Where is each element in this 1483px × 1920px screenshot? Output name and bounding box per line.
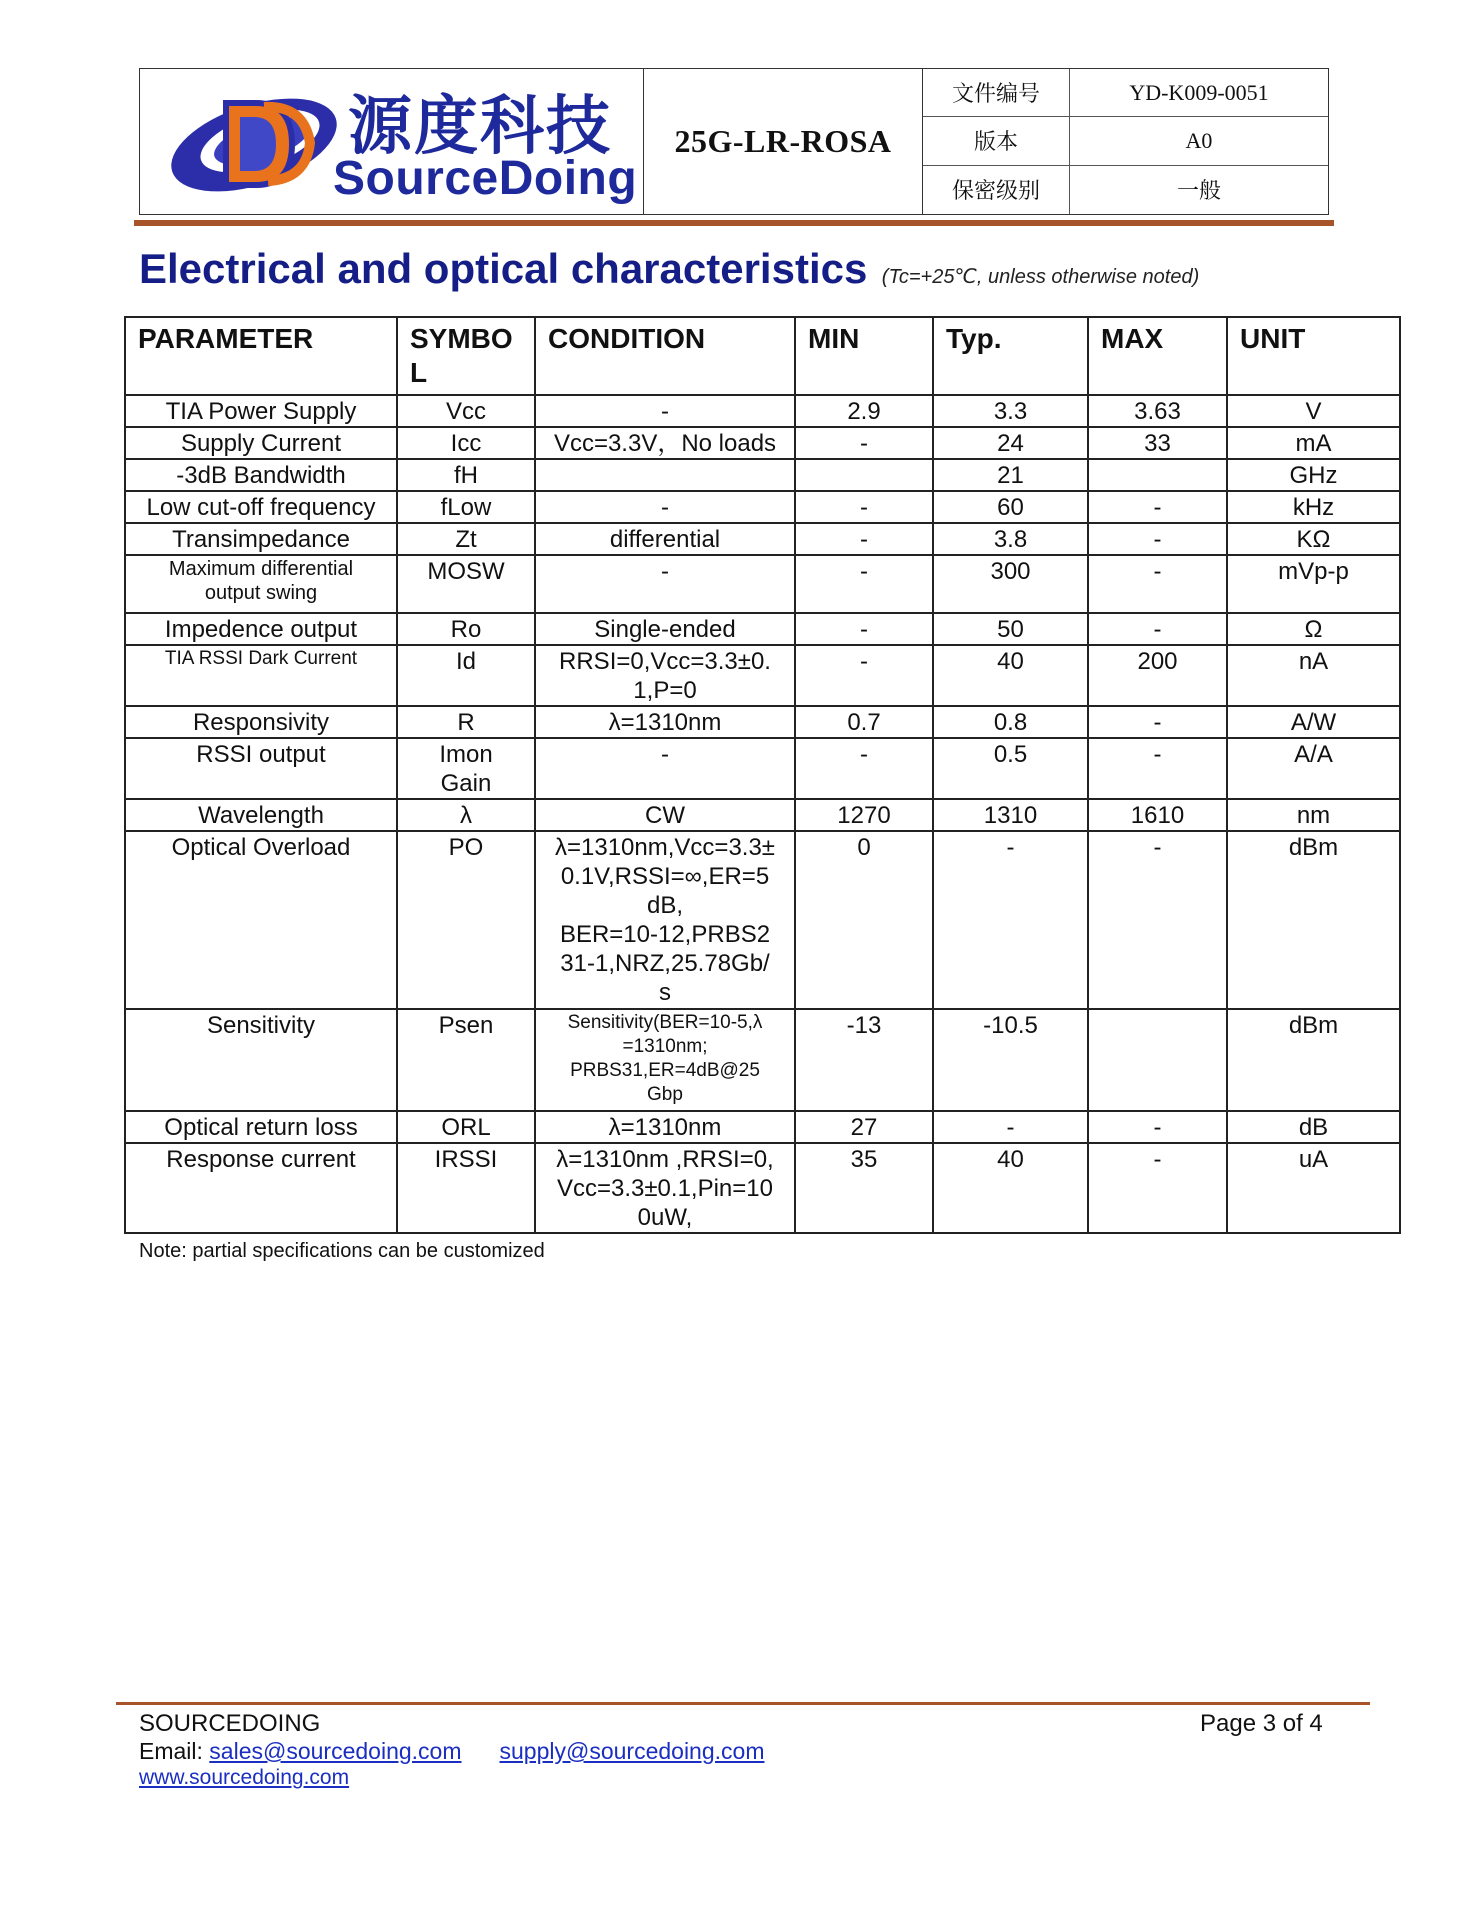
cell-unit: dBm	[1227, 831, 1400, 1009]
cell-max: 3.63	[1088, 395, 1227, 427]
table-row	[125, 1143, 1400, 1233]
email-label: Email:	[139, 1738, 203, 1764]
cell-symbol: Imon Gain	[397, 738, 535, 799]
col-header-parameter: PARAMETER	[125, 317, 397, 395]
document-header	[139, 68, 1329, 215]
col-header-min: MIN	[795, 317, 933, 395]
cell-max: -	[1088, 738, 1227, 799]
footer-email	[139, 1738, 764, 1765]
table-row	[125, 555, 1400, 613]
cell-typ: 40	[933, 1143, 1088, 1233]
cell-symbol: ORL	[397, 1111, 535, 1143]
cell-symbol: Ro	[397, 613, 535, 645]
cell-symbol: λ	[397, 799, 535, 831]
document-meta	[923, 69, 1328, 214]
cell-parameter: Response current	[125, 1143, 397, 1233]
cell-min: 0	[795, 831, 933, 1009]
cell-parameter: -3dB Bandwidth	[125, 459, 397, 491]
cell-unit: kHz	[1227, 491, 1400, 523]
logo-english-name: SourceDoing	[333, 152, 638, 205]
cell-max: -	[1088, 1143, 1227, 1233]
cell-symbol: Psen	[397, 1009, 535, 1111]
cell-unit: uA	[1227, 1143, 1400, 1233]
table-header-row	[125, 317, 1400, 395]
cell-condition: CW	[535, 799, 795, 831]
cell-typ: 21	[933, 459, 1088, 491]
cell-typ: 0.5	[933, 738, 1088, 799]
cell-typ: 50	[933, 613, 1088, 645]
footer-divider	[116, 1702, 1370, 1705]
cell-unit: V	[1227, 395, 1400, 427]
cell-symbol: fH	[397, 459, 535, 491]
table-body	[125, 395, 1400, 1233]
cell-min: 2.9	[795, 395, 933, 427]
cell-typ: -10.5	[933, 1009, 1088, 1111]
cell-condition: RRSI=0,Vcc=3.3±0. 1,P=0	[535, 645, 795, 706]
cell-unit: mVp-p	[1227, 555, 1400, 613]
cell-typ: 0.8	[933, 706, 1088, 738]
cell-min: -	[795, 523, 933, 555]
cell-parameter: TIA Power Supply	[125, 395, 397, 427]
table-row	[125, 645, 1400, 706]
cell-condition: differential	[535, 523, 795, 555]
product-name: 25G-LR-ROSA	[644, 69, 923, 214]
table-row	[125, 613, 1400, 645]
cell-min: -	[795, 613, 933, 645]
table-row	[125, 831, 1400, 1009]
footer-website	[139, 1766, 349, 1790]
page-number: Page 3 of 4	[1200, 1710, 1323, 1737]
cell-min: -	[795, 555, 933, 613]
section-title	[139, 245, 1199, 293]
company-logo	[140, 69, 644, 214]
table-row	[125, 738, 1400, 799]
cell-typ: 300	[933, 555, 1088, 613]
section-title-conditions: (Tc=+25℃, unless otherwise noted)	[881, 266, 1200, 288]
cell-unit: KΩ	[1227, 523, 1400, 555]
cell-typ: 3.3	[933, 395, 1088, 427]
cell-typ: 60	[933, 491, 1088, 523]
sourcedoing-logo-icon	[164, 83, 354, 203]
section-title-main: Electrical and optical characteristics	[139, 245, 868, 292]
cell-parameter: Maximum differential output swing	[125, 555, 397, 613]
cell-min: -	[795, 738, 933, 799]
col-header-typ: Typ.	[933, 317, 1088, 395]
cell-symbol: Id	[397, 645, 535, 706]
logo-chinese-name: 源度科技	[348, 90, 612, 164]
header-divider	[134, 220, 1334, 226]
cell-parameter: RSSI output	[125, 738, 397, 799]
cell-symbol: MOSW	[397, 555, 535, 613]
table-row	[125, 427, 1400, 459]
cell-condition: λ=1310nm	[535, 1111, 795, 1143]
cell-typ: 24	[933, 427, 1088, 459]
footer-company: SOURCEDOING	[139, 1710, 321, 1737]
cell-symbol: IRSSI	[397, 1143, 535, 1233]
cell-symbol: Icc	[397, 427, 535, 459]
cell-unit: nA	[1227, 645, 1400, 706]
col-header-condition: CONDITION	[535, 317, 795, 395]
cell-unit: A/W	[1227, 706, 1400, 738]
cell-parameter: TIA RSSI Dark Current	[125, 645, 397, 706]
meta-doc-number-value: YD-K009-0051	[1070, 69, 1328, 117]
cell-max: -	[1088, 706, 1227, 738]
cell-min: -	[795, 427, 933, 459]
cell-typ: 1310	[933, 799, 1088, 831]
cell-parameter: Transimpedance	[125, 523, 397, 555]
website-link[interactable]: www.sourcedoing.com	[139, 1766, 350, 1789]
cell-min: 1270	[795, 799, 933, 831]
cell-min: -	[795, 645, 933, 706]
cell-condition: λ=1310nm	[535, 706, 795, 738]
meta-doc-number-label: 文件编号	[923, 69, 1070, 117]
characteristics-table	[124, 316, 1401, 1234]
table-row	[125, 459, 1400, 491]
cell-unit: dBm	[1227, 1009, 1400, 1111]
cell-condition: Vcc=3.3V，No loads	[535, 427, 795, 459]
cell-symbol: fLow	[397, 491, 535, 523]
sales-email-link[interactable]: sales@sourcedoing.com	[209, 1738, 462, 1764]
cell-condition: λ=1310nm ,RRSI=0, Vcc=3.3±0.1,Pin=10 0uW,	[535, 1143, 795, 1233]
cell-symbol: Vcc	[397, 395, 535, 427]
cell-min: -	[795, 491, 933, 523]
table-row	[125, 395, 1400, 427]
table-row	[125, 1009, 1400, 1111]
meta-version-value: A0	[1070, 117, 1328, 165]
customization-note: Note: partial specifications can be customized	[139, 1240, 545, 1262]
cell-unit: nm	[1227, 799, 1400, 831]
col-header-unit: UNIT	[1227, 317, 1400, 395]
cell-min: 35	[795, 1143, 933, 1233]
cell-typ: 40	[933, 645, 1088, 706]
cell-unit: Ω	[1227, 613, 1400, 645]
cell-max: 1610	[1088, 799, 1227, 831]
cell-condition: λ=1310nm,Vcc=3.3± 0.1V,RSSI=∞,ER=5 dB, BER=10-12,PRBS2 31-1,NRZ,25.78Gb/ s	[535, 831, 795, 1009]
table-row	[125, 491, 1400, 523]
cell-max: -	[1088, 831, 1227, 1009]
table-row	[125, 523, 1400, 555]
cell-parameter: Sensitivity	[125, 1009, 397, 1111]
cell-max: 200	[1088, 645, 1227, 706]
cell-max: -	[1088, 1111, 1227, 1143]
cell-unit: dB	[1227, 1111, 1400, 1143]
cell-min	[795, 459, 933, 491]
cell-condition: -	[535, 395, 795, 427]
cell-condition: -	[535, 555, 795, 613]
cell-unit: A/A	[1227, 738, 1400, 799]
cell-min: -13	[795, 1009, 933, 1111]
cell-typ: -	[933, 1111, 1088, 1143]
cell-condition: Sensitivity(BER=10-5,λ =1310nm; PRBS31,ER=4dB@25 Gbp	[535, 1009, 795, 1111]
cell-min: 0.7	[795, 706, 933, 738]
meta-version-label: 版本	[923, 117, 1070, 165]
cell-typ: -	[933, 831, 1088, 1009]
cell-unit: mA	[1227, 427, 1400, 459]
table-row	[125, 1111, 1400, 1143]
cell-condition: -	[535, 738, 795, 799]
cell-parameter: Wavelength	[125, 799, 397, 831]
cell-condition: -	[535, 491, 795, 523]
cell-parameter: Optical Overload	[125, 831, 397, 1009]
cell-unit: GHz	[1227, 459, 1400, 491]
cell-max	[1088, 1009, 1227, 1111]
cell-max: 33	[1088, 427, 1227, 459]
cell-max	[1088, 459, 1227, 491]
cell-max: -	[1088, 613, 1227, 645]
col-header-symbol: SYMBO L	[397, 317, 535, 395]
cell-typ: 3.8	[933, 523, 1088, 555]
cell-max: -	[1088, 523, 1227, 555]
table-row	[125, 706, 1400, 738]
cell-parameter: Supply Current	[125, 427, 397, 459]
meta-confidentiality-value: 一般	[1176, 178, 1221, 204]
col-header-max: MAX	[1088, 317, 1227, 395]
cell-symbol: PO	[397, 831, 535, 1009]
cell-parameter: Optical return loss	[125, 1111, 397, 1143]
cell-max: -	[1088, 491, 1227, 523]
cell-symbol: R	[397, 706, 535, 738]
cell-condition: Single-ended	[535, 613, 795, 645]
cell-parameter: Low cut-off frequency	[125, 491, 397, 523]
cell-parameter: Responsivity	[125, 706, 397, 738]
supply-email-link[interactable]: supply@sourcedoing.com	[499, 1738, 765, 1764]
cell-parameter: Impedence output	[125, 613, 397, 645]
cell-condition	[535, 459, 795, 491]
cell-symbol: Zt	[397, 523, 535, 555]
meta-confidentiality-label: 保密级别	[923, 166, 1070, 214]
table-row	[125, 799, 1400, 831]
cell-max: -	[1088, 555, 1227, 613]
cell-min: 27	[795, 1111, 933, 1143]
